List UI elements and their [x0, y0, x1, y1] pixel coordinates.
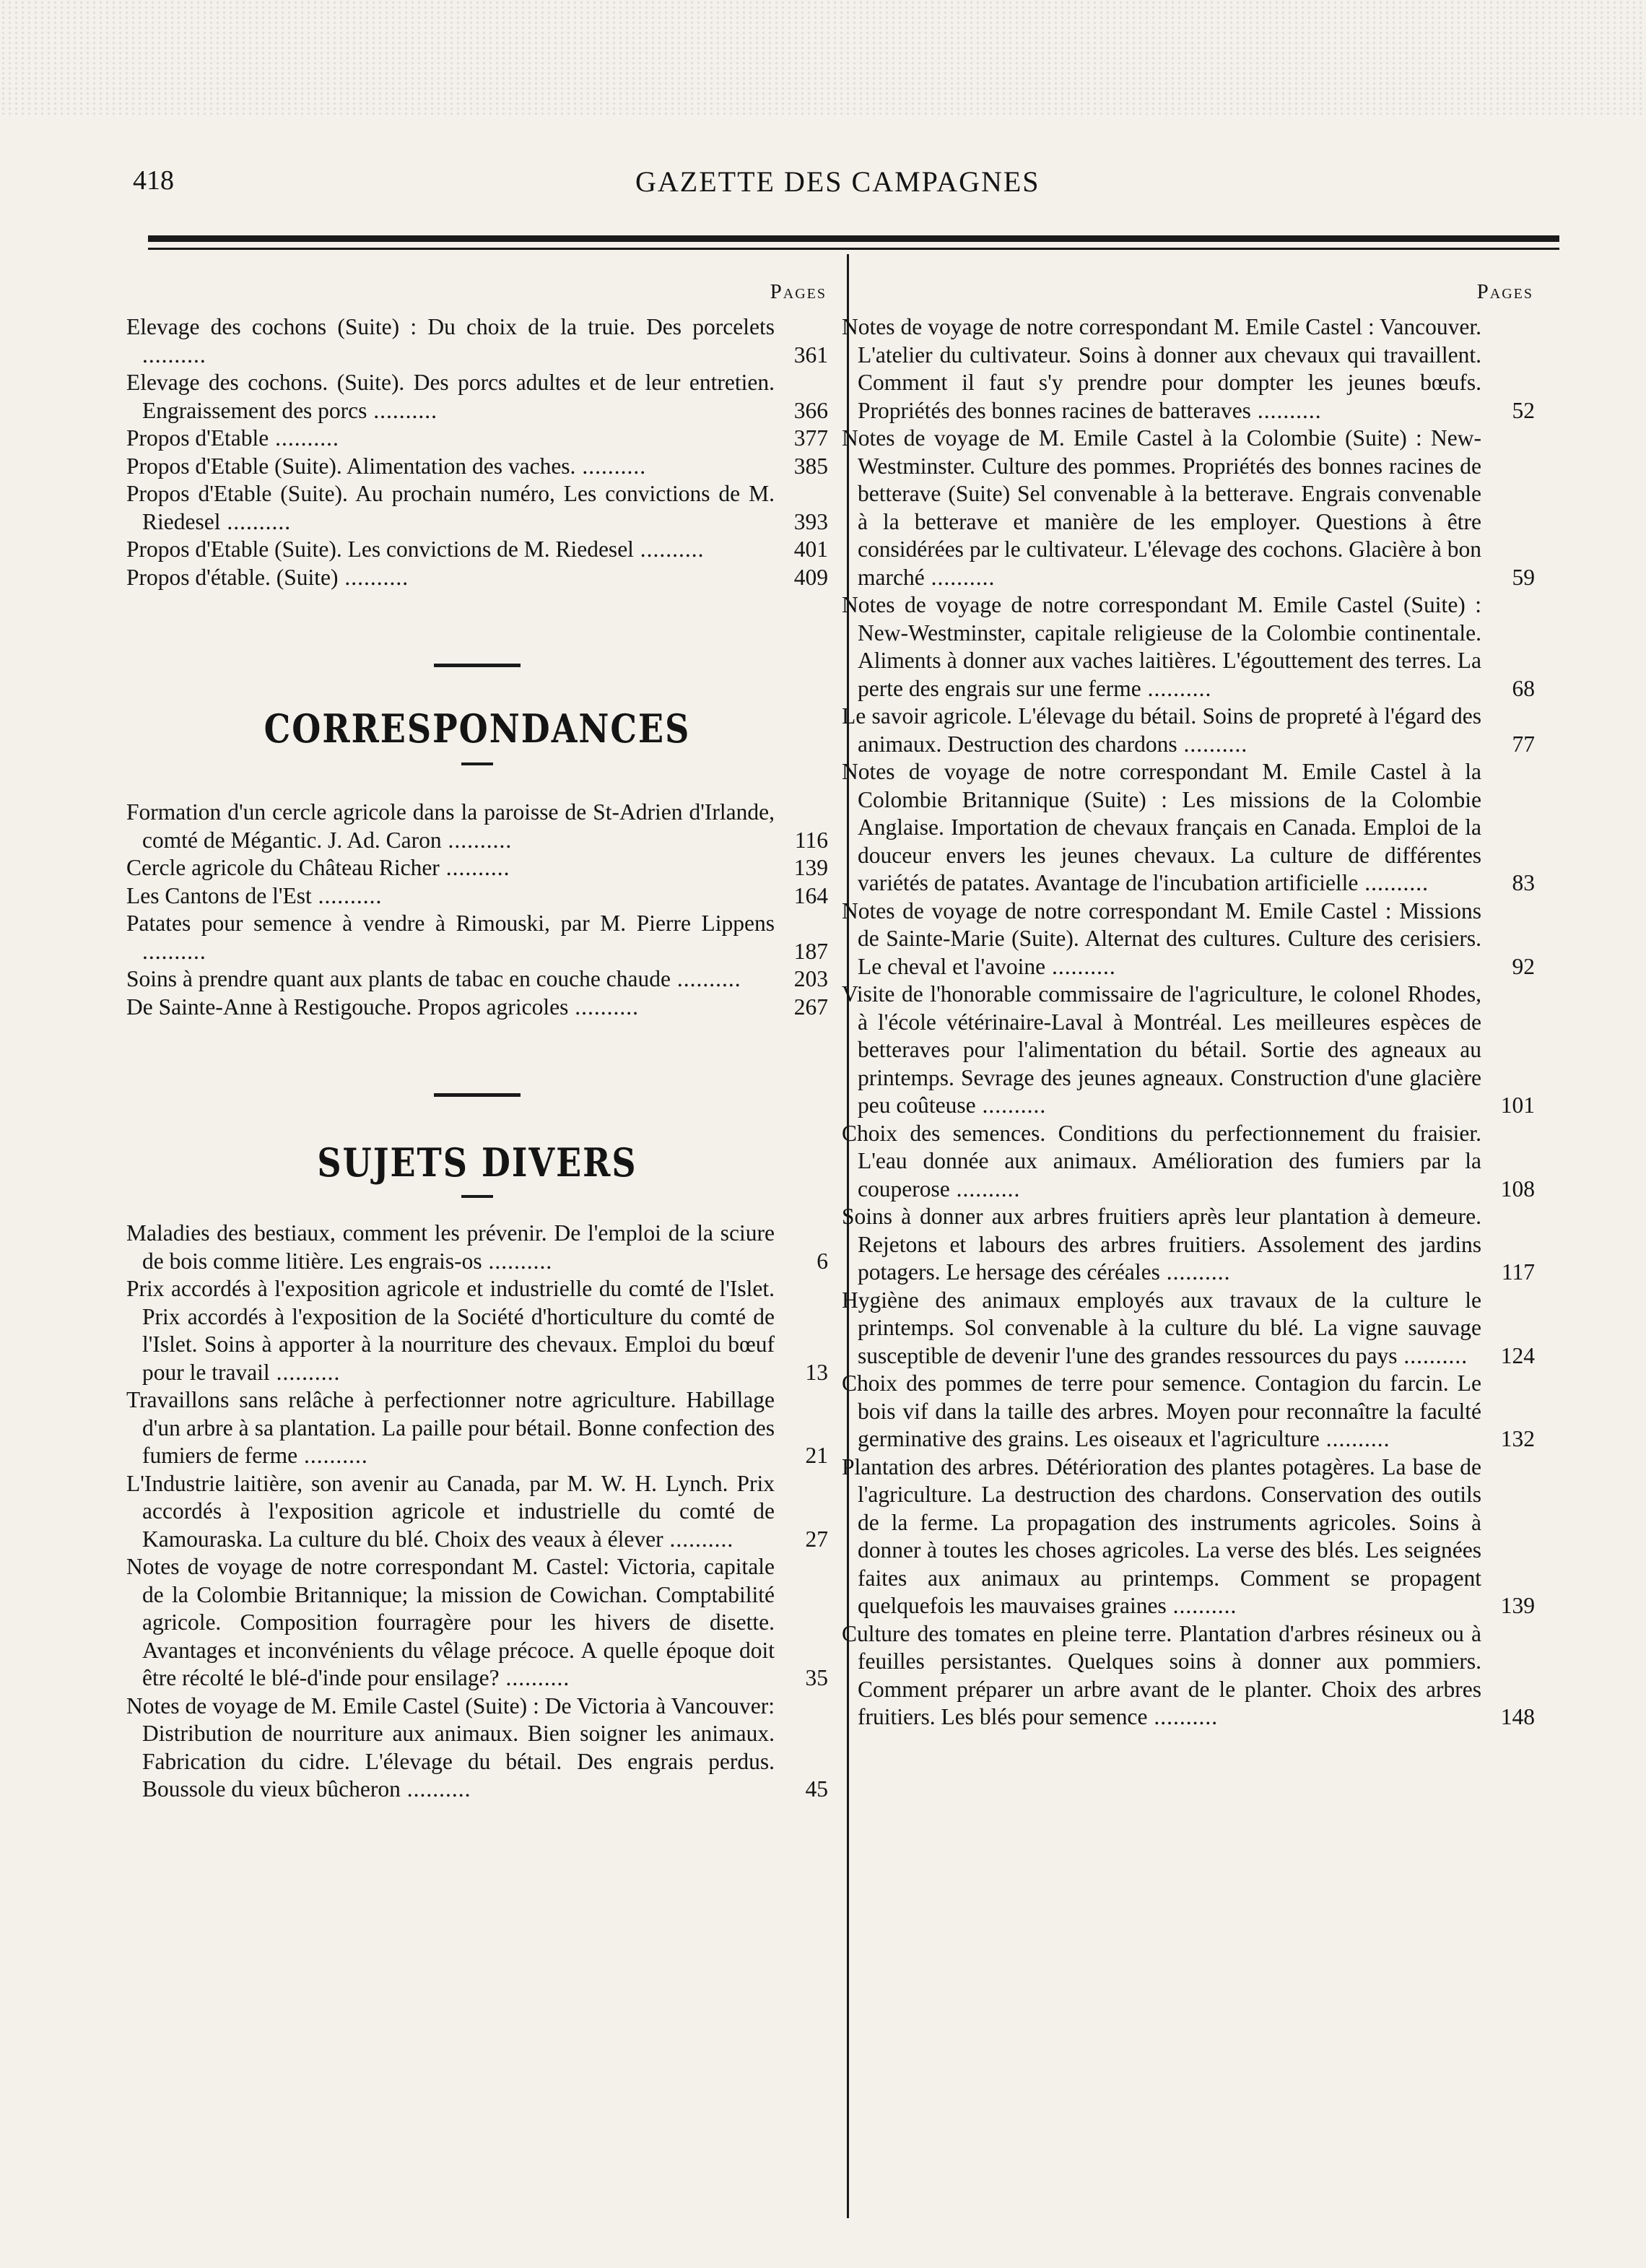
- leader-dots: ..........: [439, 855, 510, 880]
- pages-label-left: Pages: [770, 280, 827, 303]
- toc-entry-page: 27: [805, 1526, 828, 1552]
- paper-speckle: [0, 0, 1646, 116]
- header-rule-thin: [148, 248, 1559, 250]
- toc-entry-text: De Sainte-Anne à Restigouche. Propos agricoles: [126, 994, 569, 1020]
- leader-dots: ..........: [1358, 870, 1429, 895]
- toc-entry: [842, 425, 1535, 591]
- section-rule: [434, 664, 521, 667]
- leader-dots: ..........: [499, 1665, 570, 1690]
- leader-dots: ..........: [1147, 1704, 1219, 1729]
- toc-entry-text: Notes de voyage de M. Emile Castel à la Colombie (Suite) : New-Westminster. Culture des pommes. Propriétés des bonnes racines de betterave (Suite) Sel convenable à la betterave. Engrais convenable à la betterave et manière de les employer. Questions à être considérées par le cultivateur. L'élevage des cochons. Glacière à bon marché: [842, 425, 1481, 590]
- leader-dots: ..........: [949, 1176, 1021, 1202]
- toc-entry-page: 139: [793, 855, 828, 880]
- toc-entry-text: Hygiène des animaux employés aux travaux de la culture le printemps. Sol convenable à la culture du blé. La vigne sauvage susceptible de devenir l'une des grandes ressources du pays: [842, 1287, 1481, 1368]
- toc-entry-text: L'Industrie laitière, son avenir au Canada, par M. W. H. Lynch. Prix accordés à l'exposition agricole et industrielle du comté de Kamouraska. La culture du blé. Choix des veaux à élever: [126, 1470, 775, 1552]
- toc-entry-page: 21: [805, 1443, 828, 1468]
- leader-dots: ..........: [220, 508, 292, 534]
- toc-entry: [126, 854, 828, 882]
- leader-dots: ..........: [1045, 953, 1116, 979]
- toc-entry-page: 385: [793, 453, 828, 479]
- toc-entry-page: 77: [1512, 731, 1535, 757]
- toc-entry: [126, 1470, 828, 1554]
- toc-entry-page: 164: [793, 882, 828, 908]
- toc-entry-page: 117: [1501, 1259, 1535, 1285]
- leader-dots: ..........: [924, 564, 996, 590]
- leader-dots: ..........: [441, 827, 513, 853]
- toc-entry-page: 267: [793, 994, 828, 1020]
- toc-entry: [842, 313, 1535, 425]
- toc-entry: [842, 1203, 1535, 1287]
- leader-dots: ..........: [975, 1092, 1047, 1118]
- toc-entry-text: Maladies des bestiaux, comment les prévenir. De l'emploi de la sciure de bois comme litière. Les engrais-os: [126, 1220, 775, 1274]
- leader-dots: ..........: [633, 536, 705, 562]
- pages-label-right: Pages: [1476, 280, 1533, 303]
- sujets-divers-entries: [126, 1220, 828, 1804]
- toc-entry-text: Notes de voyage de notre correspondant M. Emile Castel (Suite) : New-Westminster, capitale religieuse de la Colombie continentale. Aliments à donner aux vaches laitières. L'égouttement des terres. La perte des engrais sur une ferme: [842, 592, 1481, 701]
- toc-entry-page: 45: [805, 1776, 828, 1802]
- toc-entry-page: 366: [793, 397, 828, 423]
- toc-entry: [842, 1620, 1535, 1732]
- toc-entry-page: 361: [793, 342, 828, 368]
- leader-dots: ..........: [367, 397, 438, 423]
- leader-dots: ..........: [1319, 1426, 1390, 1451]
- toc-entry-text: Prix accordés à l'exposition agricole et industrielle du comté de l'Islet. Prix accordés à l'exposition de la Société d'horticulture du comté de l'Islet. Soins à apporter à la nourriture des chevaux. Emploi du bœuf pour le travail: [126, 1276, 775, 1385]
- toc-entry-page: 187: [793, 938, 828, 964]
- toc-entry-page: 35: [805, 1665, 828, 1690]
- toc-entry-page: 101: [1500, 1092, 1535, 1118]
- toc-entry-text: Notes de voyage de M. Emile Castel (Suite) : De Victoria à Vancouver: Distribution de nourriture aux animaux. Bien soigner les animaux. Fabrication du cidre. L'élevage du bétail. Des engrais perdus. Boussole du vieux bûcheron: [126, 1693, 775, 1802]
- section-rule: [434, 1093, 521, 1097]
- toc-entry-text: Culture des tomates en pleine terre. Plantation d'arbres résineux ou à feuilles persistantes. Quelques soins à donner aux pommiers. Comment préparer un arbre avant de le planter. Choix des arbres fruitiers. Les blés pour semence: [842, 1620, 1481, 1729]
- toc-entry-page: 6: [817, 1248, 828, 1274]
- toc-entry: [126, 965, 828, 994]
- toc-entry-text: Elevage des cochons. (Suite). Des porcs adultes et de leur entretien. Engraissement des porcs: [126, 370, 775, 423]
- toc-entry-text: Notes de voyage de notre correspondant M. Castel: Victoria, capitale de la Colombie Britannique; la mission de Cowichan. Comptabilité agricole. Composition fourragère pour les hivers de disette. Avantages et inconvénients du vêlage précoce. A quelle époque doit être récolté le blé-d'inde pour ensilage?: [126, 1554, 775, 1690]
- toc-entry-text: Cercle agricole du Château Richer: [126, 855, 440, 880]
- toc-entry-page: 68: [1512, 675, 1535, 701]
- toc-entry: [842, 1370, 1535, 1454]
- toc-entry-text: Patates pour semence à vendre à Rimouski, par M. Pierre Lippens: [126, 911, 775, 936]
- toc-entry: [842, 981, 1535, 1120]
- toc-entry: [126, 994, 828, 1022]
- toc-entry: [842, 898, 1535, 981]
- toc-entry: [842, 703, 1535, 758]
- toc-entry-page: 409: [793, 564, 828, 590]
- right-column: [842, 280, 1535, 1732]
- toc-entry: [842, 1287, 1535, 1370]
- toc-entry: [126, 882, 828, 911]
- toc-entry-page: 132: [1500, 1426, 1535, 1451]
- toc-entry: [126, 313, 828, 369]
- leader-dots: ..........: [670, 966, 741, 991]
- toc-entry-page: 108: [1500, 1176, 1535, 1202]
- toc-entry-page: 203: [793, 966, 828, 991]
- toc-entry-text: Propos d'Etable: [126, 425, 269, 451]
- toc-entry: [126, 369, 828, 425]
- leader-dots: ..........: [1141, 675, 1212, 701]
- toc-entry-text: Soins à prendre quant aux plants de tabac en couche chaude: [126, 966, 671, 991]
- toc-entry: [126, 480, 828, 536]
- toc-entry-page: 393: [793, 508, 828, 534]
- toc-entry: [126, 1693, 828, 1804]
- toc-entry-page: 139: [1500, 1593, 1535, 1618]
- section-title-sujets-divers: SUJETS DIVERS: [317, 1139, 637, 1186]
- toc-entry: [126, 910, 828, 965]
- left-column: [126, 280, 828, 1804]
- toc-entry-text: Choix des semences. Conditions du perfectionnement du fraisier. L'eau donnée aux animaux. Amélioration des fumiers par la couperose: [842, 1120, 1481, 1202]
- toc-entry: [126, 1220, 828, 1275]
- toc-entry-text: Le savoir agricole. L'élevage du bétail. Soins de propreté à l'égard des animaux. Destruction des chardons: [842, 703, 1481, 757]
- toc-entry-text: Plantation des arbres. Détérioration des plantes potagères. La base de l'agriculture. La destruction des chardons. Conservation des outils de la ferme. La propagation des instruments agricoles. Soins à donner à toutes les choses agricoles. La verse des blés. Les seignées faites aux animaux au printemps. Comment se propagent quelquefois les mauvaises graines: [842, 1454, 1481, 1618]
- toc-entry: [842, 758, 1535, 898]
- leader-dots: ..........: [1397, 1342, 1468, 1368]
- leader-dots: ..........: [142, 342, 206, 368]
- leader-dots: ..........: [1159, 1259, 1231, 1285]
- leader-dots: ..........: [142, 938, 206, 964]
- section-title-correspondances: CORRESPONDANCES: [264, 705, 691, 752]
- leader-dots: ..........: [269, 1359, 341, 1385]
- leader-dots: ..........: [663, 1526, 734, 1552]
- toc-entry-text: Propos d'étable. (Suite): [126, 564, 339, 590]
- toc-entry-page: 377: [793, 425, 828, 451]
- toc-entry: [126, 1553, 828, 1693]
- running-title: GAZETTE DES CAMPAGNES: [635, 165, 1040, 198]
- toc-entry-page: 92: [1512, 953, 1535, 979]
- toc-entry: [126, 425, 828, 453]
- toc-entry: [842, 591, 1535, 703]
- correspondances-entries: [126, 799, 828, 1021]
- toc-entry: [842, 1454, 1535, 1620]
- toc-entry-text: Choix des pommes de terre pour semence. Contagion du farcin. Le bois vif dans la taille des arbres. Moyen pour reconnaître la faculté germinative des grains. Les oiseaux et l'agriculture: [842, 1370, 1481, 1451]
- leader-dots: ..........: [1166, 1593, 1237, 1618]
- toc-entry-text: Propos d'Etable (Suite). Alimentation des vaches.: [126, 453, 576, 479]
- toc-entry-text: Notes de voyage de notre correspondant M. Emile Castel : Vancouver. L'atelier du cultivateur. Soins à donner aux chevaux qui travaillent. Comment il faut s'y prendre pour dompter les jeunes bœufs. Propriétés des bonnes racines de batteraves: [842, 314, 1481, 423]
- toc-entry-text: Notes de voyage de notre correspondant M. Emile Castel à la Colombie Britannique (Suite) : Les missions de la Colombie Anglaise. Importation de chevaux français en Canada. Emploi de la douceur envers les jeunes chevaux. La culture de différentes variétés de patates. Avantage de l'incubation artificielle: [842, 759, 1481, 895]
- toc-entry-text: Notes de voyage de notre correspondant M. Emile Castel : Missions de Sainte-Marie (Suite). Alternat des cultures. Culture des cerisiers. Le cheval et l'avoine: [842, 898, 1481, 979]
- toc-entry-text: Propos d'Etable (Suite). Les convictions de M. Riedesel: [126, 536, 634, 562]
- toc-entry: [842, 1120, 1535, 1204]
- toc-entry-text: Elevage des cochons (Suite) : Du choix de la truie. Des porcelets: [126, 314, 775, 339]
- toc-entry: [126, 799, 828, 854]
- toc-entry: [126, 453, 828, 481]
- toc-entry: [126, 564, 828, 592]
- leader-dots: ..........: [400, 1776, 471, 1802]
- toc-entry: [126, 1275, 828, 1386]
- toc-entry-text: Formation d'un cercle agricole dans la paroisse de St-Adrien d'Irlande, comté de Mégantic. J. Ad. Caron: [126, 799, 775, 853]
- leader-dots: ..........: [482, 1248, 553, 1274]
- toc-entry-page: 148: [1500, 1704, 1535, 1729]
- toc-entry-text: Travaillons sans relâche à perfectionner notre agriculture. Habillage d'un arbre à sa plantation. La paille pour bétail. Bonne confection des fumiers de ferme: [126, 1387, 775, 1468]
- toc-entry-text: Les Cantons de l'Est: [126, 882, 312, 908]
- leader-dots: ..........: [269, 425, 339, 451]
- toc-entry: [126, 1386, 828, 1470]
- page-number: 418: [133, 165, 174, 196]
- toc-entry: [126, 536, 828, 564]
- toc-entry-page: 59: [1512, 564, 1535, 590]
- leader-dots: ..........: [568, 994, 639, 1020]
- leader-dots: ..........: [1250, 397, 1322, 423]
- toc-entry-page: 124: [1500, 1342, 1535, 1368]
- toc-entry-page: 52: [1512, 397, 1535, 423]
- toc-entry-page: 13: [805, 1359, 828, 1385]
- leader-dots: ..........: [338, 564, 409, 590]
- header-rule-thick: [148, 235, 1559, 242]
- left-top-entries: [126, 313, 828, 591]
- toc-entry-page: 83: [1512, 870, 1535, 895]
- leader-dots: ..........: [311, 882, 383, 908]
- toc-entry-text: Visite de l'honorable commissaire de l'agriculture, le colonel Rhodes, à l'école vétérinaire-Laval à Montréal. Les meilleures espèces de betteraves pour l'alimentation du bétail. Sortie des agneaux au printemps. Sevrage des jeunes agneaux. Construction d'une glacière peu coûteuse: [842, 981, 1481, 1118]
- toc-entry-page: 116: [794, 827, 828, 853]
- toc-entry-page: 401: [793, 536, 828, 562]
- toc-entry-text: Propos d'Etable (Suite). Au prochain numéro, Les convictions de M. Riedesel: [126, 481, 775, 534]
- right-entries: [842, 313, 1535, 1732]
- leader-dots: ..........: [297, 1443, 368, 1468]
- leader-dots: ..........: [1177, 731, 1248, 757]
- page-header: [0, 165, 1646, 208]
- toc-entry-text: Soins à donner aux arbres fruitiers après leur plantation à demeure. Rejetons et labours des arbres fruitiers. Assolement des jardins potagers. Le hersage des céréales: [842, 1204, 1481, 1285]
- leader-dots: ..........: [575, 453, 647, 479]
